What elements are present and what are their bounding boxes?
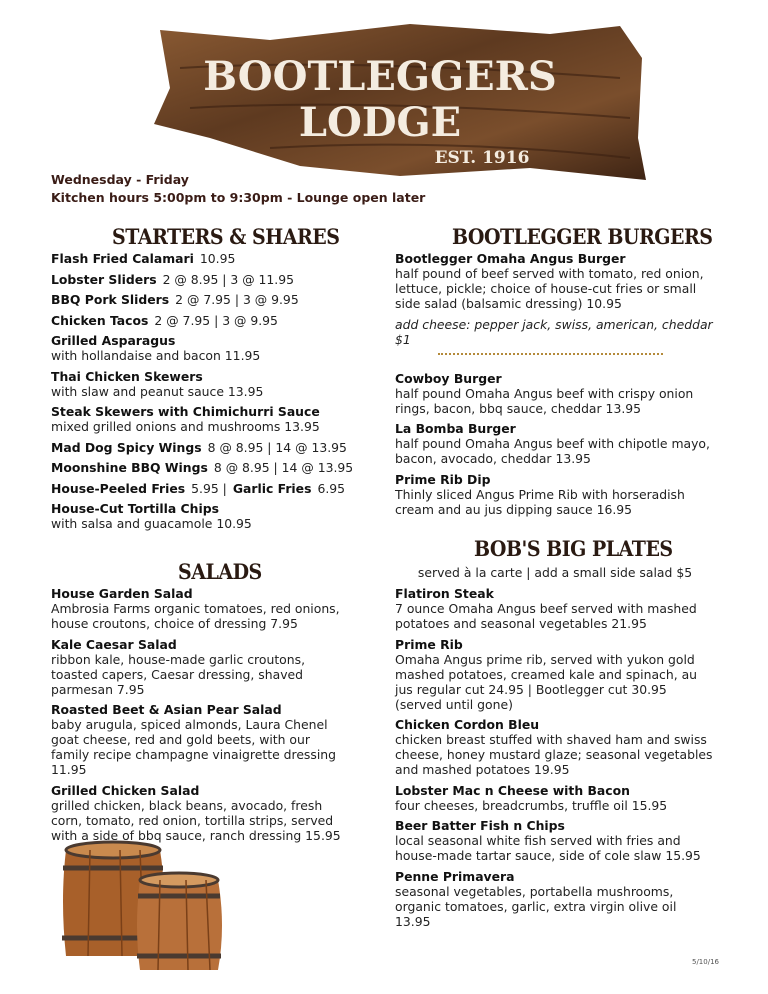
item-price: 2 @ 7.95 | 3 @ 9.95 [175, 292, 299, 307]
burgers-section [395, 251, 715, 522]
item-price: 2 @ 8.95 | 3 @ 11.95 [162, 271, 295, 287]
dotted-divider [438, 353, 663, 355]
menu-item [395, 869, 715, 929]
item-name: House Garden Salad [51, 586, 193, 601]
menu-item [51, 637, 351, 697]
item-name: Mad Dog Spicy Wings [51, 439, 202, 455]
section-title-burgers: BOOTLEGGER BURGERS [452, 224, 713, 250]
item-name-secondary: Garlic Fries [232, 480, 312, 496]
item-description: mixed grilled onions and mushrooms 13.95 [51, 419, 320, 434]
item-name: Cowboy Burger [395, 370, 502, 386]
plates-subtitle: served à la carte | add a small side salad $5 [417, 565, 693, 580]
plates-list [395, 586, 715, 929]
item-description: with salsa and guacamole 10.95 [51, 516, 252, 531]
item-name: House-Cut Tortilla Chips [51, 501, 219, 516]
hours-info [51, 171, 425, 207]
item-name: Grilled Asparagus [51, 333, 176, 348]
barrel-small-icon [137, 873, 222, 970]
item-description: Omaha Angus prime rib, served with yukon gold mashed potatoes, creamed kale and spinach, au jus regular cut 24.95 | Bootlegger cut 30.95 (served until gone) [395, 651, 698, 712]
menu-item [51, 481, 381, 496]
menu-item [51, 313, 381, 328]
menu-item [395, 421, 715, 466]
menu-item [51, 440, 381, 455]
item-name: Bootlegger Omaha Angus Burger [395, 251, 626, 266]
salads-list [51, 586, 351, 848]
section-title-plates: BOB'S BIG PLATES [474, 536, 673, 562]
logo-est: EST. 1916 [434, 148, 530, 168]
item-description: Thinly sliced Angus Prime Rib with horseradish cream and au jus dipping sauce 16.95 [395, 486, 685, 517]
menu-item [51, 586, 351, 631]
plates-section [395, 565, 715, 934]
starters-list [51, 251, 381, 537]
item-description: chicken breast stuffed with shaved ham and swiss cheese, honey mustard glaze; seasonal vegetables and mashed potatoes 19.95 [395, 732, 713, 777]
item-name: Grilled Chicken Salad [51, 782, 200, 798]
item-name: Kale Caesar Salad [51, 636, 177, 652]
logo-text-line2: LODGE [298, 99, 462, 146]
item-description: seasonal vegetables, portabella mushrooms, organic tomatoes, garlic, extra virgin olive oil 13.95 [395, 883, 677, 929]
item-name: Flash Fried Calamari [51, 251, 194, 266]
item-price: 2 @ 7.95 | 3 @ 9.95 [154, 312, 278, 328]
item-name: Lobster Sliders [51, 271, 157, 287]
item-name: Steak Skewers with Chimichurri Sauce [51, 404, 320, 419]
item-description: baby arugula, spiced almonds, Laura Chenel goat cheese, red and gold beets, with our family recipe champagne vinaigrette dressing 11.95 [51, 717, 337, 777]
menu-item [51, 369, 381, 399]
menu-date: 5/10/16 [692, 958, 719, 966]
item-name: Beer Batter Fish n Chips [395, 818, 565, 833]
item-description: Ambrosia Farms organic tomatoes, red onions, house croutons, choice of dressing 7.95 [51, 601, 340, 631]
item-name: Penne Primavera [395, 868, 515, 884]
item-price: 10.95 [199, 251, 236, 266]
logo-text-line1: BOOTLEGGERS [203, 53, 557, 100]
menu-item [51, 251, 381, 266]
menu-item [395, 586, 715, 631]
item-description: local seasonal white fish served with fries and house-made tartar sauce, side of cole slaw 15.95 [395, 833, 701, 863]
menu-item [395, 637, 715, 712]
barrels-image [60, 838, 230, 978]
menu-item [51, 292, 381, 307]
menu-item [51, 783, 351, 843]
menu-item [51, 333, 381, 363]
item-name: House-Peeled Fries [51, 480, 186, 496]
item-description: half pound Omaha Angus beef with chipotle mayo, bacon, avocado, cheddar 13.95 [395, 436, 710, 466]
menu-item [395, 717, 715, 777]
section-title-starters: STARTERS & SHARES [112, 224, 340, 250]
menu-item [51, 460, 381, 475]
hours-kitchen: Kitchen hours 5:00pm to 9:30pm - Lounge open later [51, 190, 426, 205]
item-description: four cheeses, breadcrumbs, truffle oil 15.95 [395, 797, 668, 813]
item-description: ribbon kale, house-made garlic croutons, toasted capers, Caesar dressing, shaved parmesan 7.95 [51, 651, 306, 697]
menu-item [51, 702, 351, 777]
item-description: with hollandaise and bacon 11.95 [51, 348, 261, 363]
item-name: Roasted Beet & Asian Pear Salad [51, 702, 282, 717]
item-name: La Bomba Burger [395, 421, 516, 436]
add-cheese-note: add cheese: pepper jack, swiss, american, cheddar $1 [395, 316, 713, 347]
item-name: BBQ Pork Sliders [51, 292, 170, 307]
menu-item [395, 371, 715, 416]
hours-days: Wednesday - Friday [51, 172, 189, 187]
burgers-list [395, 371, 715, 517]
item-price: 5.95 | [191, 480, 227, 496]
item-description: 7 ounce Omaha Angus beef served with mashed potatoes and seasonal vegetables 21.95 [395, 601, 697, 631]
item-description: half pound Omaha Angus beef with crispy onion rings, bacon, bbq sauce, cheddar 13.95 [395, 385, 694, 416]
item-description: half pound of beef served with tomato, red onion, lettuce, pickle; choice of house-cut fries or small side salad (balsamic dressing) 10.95 [395, 266, 704, 311]
menu-item [395, 783, 715, 813]
item-name: Chicken Tacos [51, 312, 149, 328]
item-description: grilled chicken, black beans, avocado, fresh corn, tomato, red onion, tortilla strips, served with a side of bbq sauce, ranch dressing 15.95 [51, 797, 341, 843]
menu-item [51, 501, 381, 531]
menu-item [51, 404, 381, 434]
section-title-salads: SALADS [178, 559, 262, 585]
item-name: Chicken Cordon Bleu [395, 717, 540, 732]
item-name: Thai Chicken Skewers [51, 368, 203, 384]
item-name: Flatiron Steak [395, 586, 494, 601]
menu-item [395, 472, 715, 517]
item-name: Prime Rib [395, 636, 463, 652]
item-description: with slaw and peanut sauce 13.95 [51, 383, 264, 399]
item-price: 8 @ 8.95 | 14 @ 13.95 [213, 460, 354, 475]
item-name: Prime Rib Dip [395, 471, 491, 487]
menu-item [51, 272, 381, 287]
item-price-secondary: 6.95 [317, 480, 346, 496]
menu-item [395, 818, 715, 863]
item-name: Lobster Mac n Cheese with Bacon [395, 782, 630, 798]
menu-item [395, 251, 715, 311]
bootleggers-lodge-logo [150, 18, 650, 188]
item-price: 8 @ 8.95 | 14 @ 13.95 [207, 439, 347, 455]
item-name: Moonshine BBQ Wings [51, 460, 208, 475]
